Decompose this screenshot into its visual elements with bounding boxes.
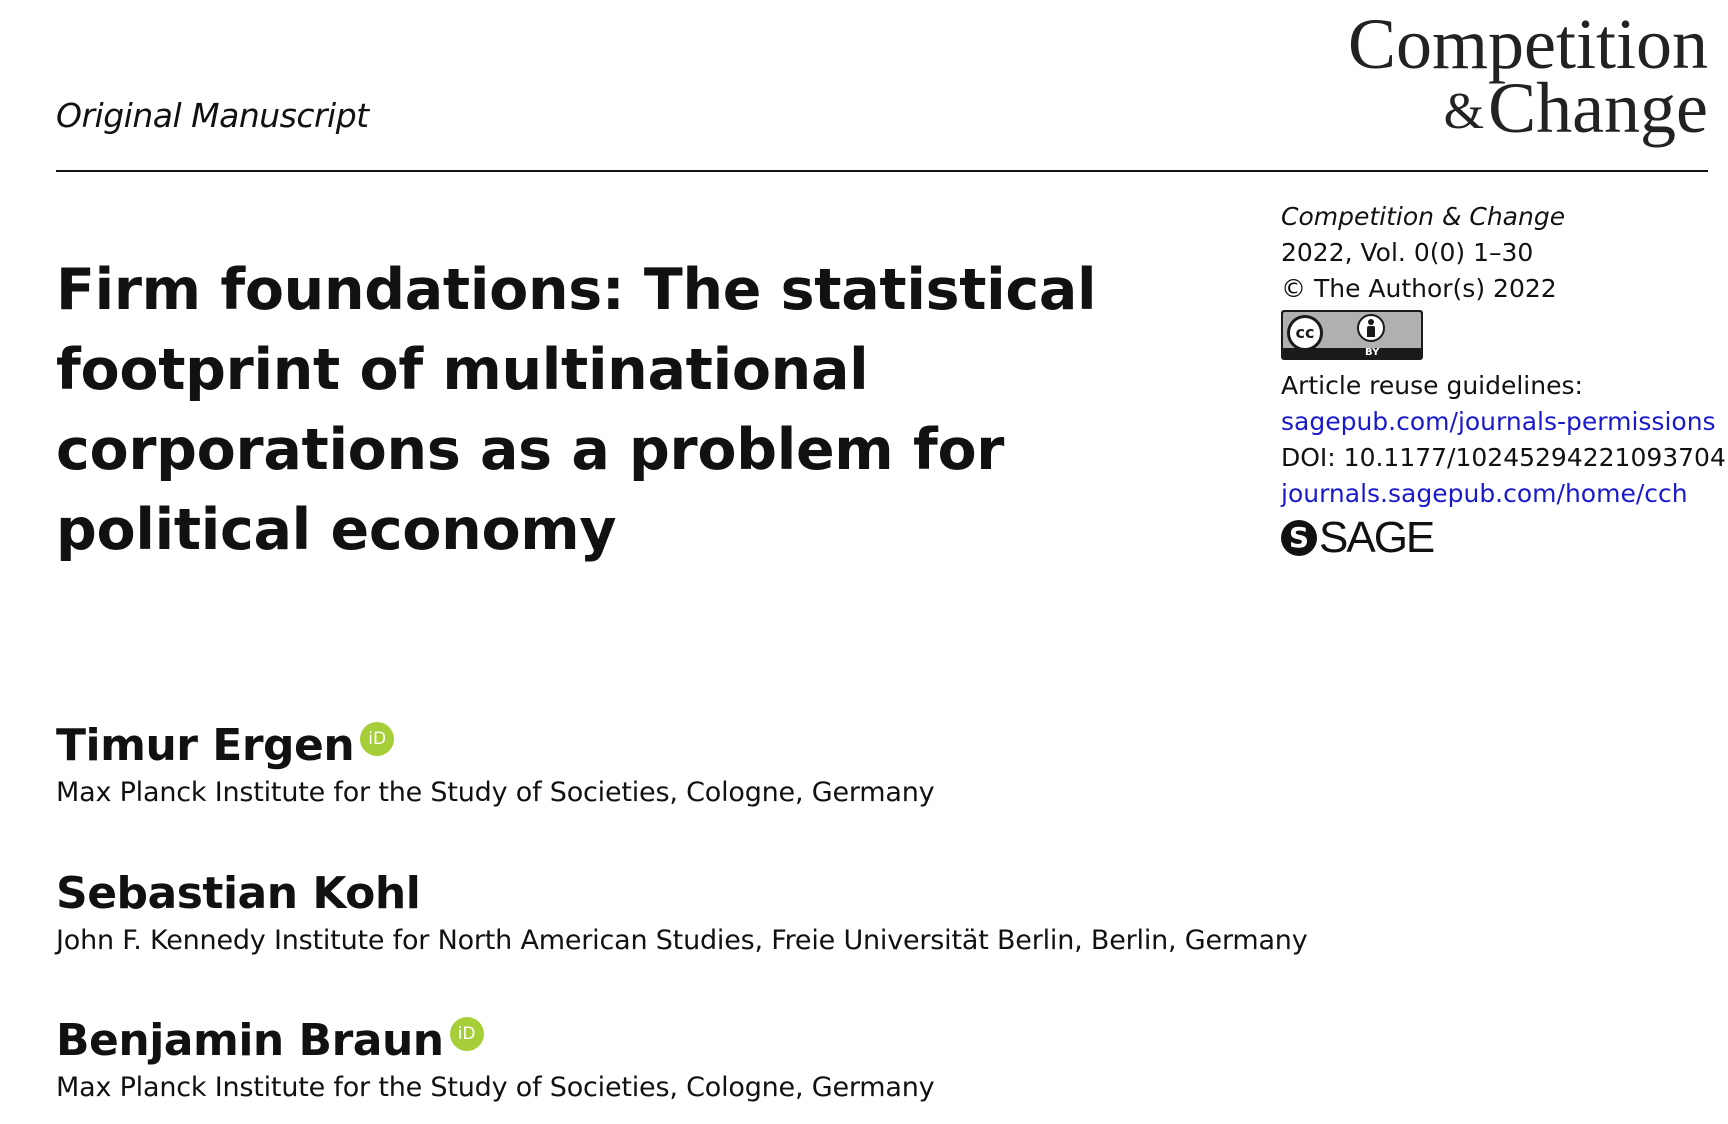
journal-logo-line1: Competition	[1348, 4, 1708, 84]
article-meta	[1281, 199, 1726, 560]
meta-doi: DOI: 10.1177/10245294221093704	[1281, 443, 1726, 472]
journal-logo-amp: &	[1443, 83, 1485, 141]
journal-home-link[interactable]: journals.sagepub.com/home/cch	[1281, 479, 1688, 508]
article-title: Firm foundations: The statistical footprint of multinational corporations as a problem for political economy	[56, 257, 1097, 563]
cc-icon: cc	[1287, 315, 1323, 351]
meta-journal-name: Competition & Change	[1281, 202, 1566, 231]
journal-logo	[1348, 4, 1708, 149]
cc-by-license-badge[interactable]	[1281, 310, 1423, 360]
author-affiliation: John F. Kennedy Institute for North American Studies, Freie Universität Berlin, Berlin, Germany	[56, 925, 1308, 956]
journal-logo-line2	[1348, 68, 1708, 149]
author-name: Benjamin Braun	[56, 1015, 444, 1066]
author-affiliation: Max Planck Institute for the Study of Societies, Cologne, Germany	[56, 777, 935, 808]
reuse-guidelines-link[interactable]: sagepub.com/journals-permissions	[1281, 407, 1716, 436]
orcid-icon[interactable]: iD	[450, 1017, 484, 1051]
journal-logo-change: Change	[1488, 68, 1708, 149]
meta-reuse-label: Article reuse guidelines:	[1281, 371, 1583, 400]
author-block	[56, 866, 1308, 958]
author-name: Timur Ergen	[56, 720, 355, 771]
sage-wordmark: SAGE	[1319, 513, 1434, 562]
person-body	[1367, 326, 1375, 337]
author-block	[56, 718, 934, 810]
attribution-person-icon	[1357, 314, 1385, 342]
author-block	[56, 1013, 934, 1105]
orcid-icon[interactable]: iD	[360, 722, 394, 756]
person-head	[1368, 319, 1374, 325]
manuscript-type: Original Manuscript	[56, 96, 369, 135]
meta-copyright: © The Author(s) 2022	[1281, 274, 1557, 303]
author-affiliation: Max Planck Institute for the Study of Societies, Cologne, Germany	[56, 1072, 935, 1103]
sage-s-icon: S	[1281, 520, 1317, 556]
author-name: Sebastian Kohl	[56, 868, 421, 919]
by-label: BY	[1365, 347, 1380, 358]
meta-volume: 2022, Vol. 0(0) 1–30	[1281, 238, 1534, 267]
header-divider	[56, 170, 1708, 172]
sage-logo	[1281, 513, 1726, 562]
